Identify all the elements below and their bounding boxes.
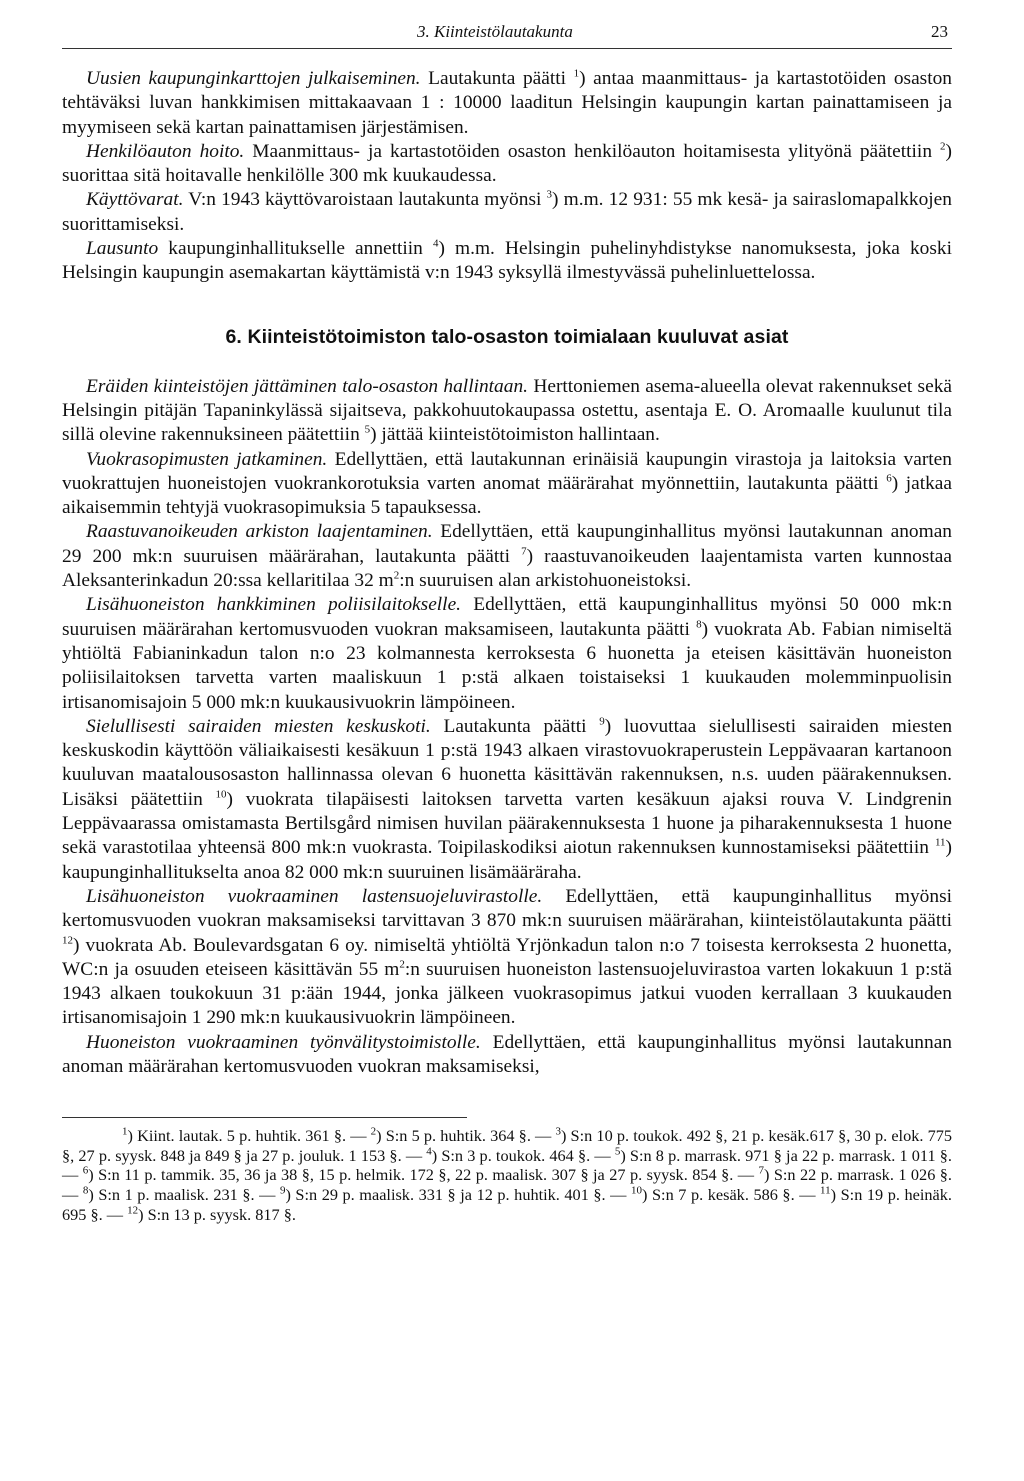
paragraph-body: Herttoniemen asema-alueella olevat rakennukset sekä Helsingin pitäjän Tapaninkylässä sijaitseva, pakkohuutokaupassa ostettu, asentaja E. O. Aromaalle kuulunut tila sillä olevine rakennuksineen päätettiin $^5$) jättää kiinteistötoimiston hallintaan. xyxy=(62,375,953,446)
paragraph-body: Lautakunta päätti $^1$) antaa maanmittaus- ja kartastotöiden osaston tehtäväksi luvan hankkimisen mittakaavaan 1 : 10000 laaditun Helsingin kaupungin kartan painattamiseen ja myymiseen sekä kartan painattamisen järjestämisen. xyxy=(62,67,953,138)
paragraph-body: Edellyttäen, että kaupunginhallitus myönsi lautakunnan anoman 29 200 mk:n suuruisen määrärahan, lautakunta päätti $^7$) raastuvanoikeuden laajentamista varten kunnostaa Aleksanterinkadun 20:ssa kellaritilaa 32 $m^2:n$ suuruisen alan arkistohuoneistoksi. xyxy=(62,521,952,592)
paragraph-body: Edellyttäen, että kaupunginhallitus myönsi 50 000 mk:n suuruisen määrärahan kertomusvuoden vuokran maksamiseen, lautakunta päätti $^8$) vuokrata Ab. Fabian nimiseltä yhtiöltä Fabianinkadun talon n:o 23 kolmannesta kerroksesta 6 huonetta ja eteisen käsittävän huoneiston poliisilaitoksen tarvetta varten maaliskuun 1 p:stä alkaen toistaiseksi 1 kuukauden molemminpuolisin irtisanomisajoin 5 000 mk:n kuukausivuokrin lämpöineen. xyxy=(62,594,952,713)
paragraph-body: Maanmittaus- ja kartastotöiden osaston henkilöauton hoitamisesta ylityönä päätettiin $^2$) suorittaa sitä hoitavalle henkilölle 300 mk kuukaudessa. xyxy=(62,140,952,187)
paragraph xyxy=(62,1031,952,1080)
paragraph xyxy=(62,188,952,237)
paragraph xyxy=(62,448,952,521)
paragraph-heading: Raastuvanoikeuden arkiston laajentaminen. xyxy=(86,521,433,543)
paragraph-body: kaupunginhallitukselle annettiin $^4$) m.m. Helsingin puhelinyhdistykse nanomuksesta, joka koski Helsingin kaupungin asemakartan käyttämistä v:n 1943 syksyllä ilmestyvässä puhelinluettelossa. xyxy=(62,237,953,284)
paragraph xyxy=(62,140,952,189)
paragraph-body: Edellyttäen, että kaupunginhallitus myönsi kertomusvuoden vuokran maksamiseksi tarvittavan 3 870 mk:n suuruisen määrärahan, kiinteistölautakunta päätti $^{12}$) vuokrata Ab. Boulevardsgatan 6 oy. nimiseltä yhtiöltä Yrjönkadun talon n:o 7 toisesta kerroksesta 2 huonetta, WC:n ja osuuden eteiseen käsittävän 55 $m^2:n$ suuruisen huoneiston lastensuojeluvirastoa varten lokakuun 1 p:stä 1943 alkaen toukokuun 31 p:ään 1944, jonka jälkeen vuokrasopimus jatkui vuoden kerrallaan 3 kuukauden irtisanomisajoin 1 290 mk:n kuukausivuokrin lämpöineen. xyxy=(62,885,952,1029)
paragraph-heading: Vuokrasopimusten jatkaminen. xyxy=(86,448,328,470)
paragraph xyxy=(62,67,952,140)
paragraph-heading: Huoneiston vuokraaminen työnvälitystoimistolle. xyxy=(86,1031,481,1053)
paragraph-heading: Eräiden kiinteistöjen jättäminen talo-osaston hallintaan. xyxy=(86,375,528,397)
paragraph-heading: Käyttövarat. xyxy=(86,189,184,211)
paragraph-heading: Lausunto xyxy=(86,238,159,260)
section-title: 6. Kiinteistötoimiston talo-osaston toimialaan kuuluvat asiat xyxy=(225,325,789,348)
paragraph-heading: Henkilöauton hoito. xyxy=(86,140,245,162)
paragraph-heading: Lisähuoneiston vuokraaminen lastensuojeluvirastolle. xyxy=(86,885,543,907)
paragraph-body: Edellyttäen, että lautakunnan erinäisiä kaupungin virastoja ja laitoksia varten vuokrattujen huoneistojen vuokrankorotuksia varten anomat määrärahat myönnettiin, lautakunta päätti $^6$) jatkaa aikaisemmin tehtyjä vuokrasopimuksia 5 tapauksessa. xyxy=(62,448,952,519)
intro-paragraphs xyxy=(62,67,952,286)
section-paragraphs xyxy=(62,375,952,1080)
page-header xyxy=(62,22,952,48)
paragraph-heading: Uusien kaupunginkarttojen julkaiseminen. xyxy=(86,68,421,89)
running-title: 3. Kiinteistölautakunta xyxy=(417,22,573,41)
footnotes: $^1$) Kiint. lautak. 5 p. huhtik. 361 §. — $^2$) S:n 5 p. huhtik. 364 §. — $^3$) S:n 10 p. toukok. 492 §, 21 p. kesäk.617 §, 30 p. elok. 775 §, 27 p. syysk. 848 ja 849 § ja 27 p. jouluk. 1 153 §. — $^4$) S:n 3 p. toukok. 464 §. — $^5$) S:n 8 p. marrask. 971 § ja 22 p. marrask. 1 011 §. — $^6$) S:n 11 p. tammik. 35, 36 ja 38 §, 15 p. helmik. 172 §, 22 p. maalisk. 307 § ja 27 p. syysk. 854 §. — $^7$) S:n 22 p. marrask. 1 026 §. — $^8$) S:n 1 p. maalisk. 231 §. — $^9$) S:n 29 p. maalisk. 331 § ja 12 p. huhtik. 401 §. — $^{10}$) S:n 7 p. kesäk. 586 §. — $^{11}$) S:n 19 p. heinäk. 695 §. — $^{12}$) S:n 13 p. syysk. 817 §. xyxy=(62,1125,952,1224)
paragraph xyxy=(62,593,952,714)
paragraph xyxy=(62,375,952,448)
paragraph xyxy=(62,520,952,593)
paragraph-body: Edellyttäen, että kaupunginhallitus myönsi lautakunnan anoman määrärahan kertomusvuoden vuokran maksamiseksi, xyxy=(62,1031,952,1077)
paragraph-heading: Lisähuoneiston hankkiminen poliisilaitokselle. xyxy=(86,594,462,616)
document-page xyxy=(62,22,952,1224)
paragraph xyxy=(62,237,952,286)
header-rule xyxy=(62,48,952,49)
paragraph xyxy=(62,885,952,1031)
paragraph xyxy=(62,715,952,885)
paragraph-body: V:n 1943 käyttövaroistaan lautakunta myönsi $^3$) m.m. 12 931: 55 mk kesä- ja sairaslomapalkkojen suorittamiseksi. xyxy=(62,189,952,235)
paragraph-heading: Sielullisesti sairaiden miesten keskuskoti. xyxy=(86,715,431,737)
footnote-rule xyxy=(62,1117,467,1118)
page-number: 23 xyxy=(931,22,948,41)
paragraph-body: Lautakunta päätti $^9$) luovuttaa sielullisesti sairaiden miesten keskuskodin käyttöön väliaikaisesti kesäkuun 1 p:stä 1943 alkaen virastovuokraperustein Leppävaaran kartanoon kuuluvan maatalousosaston hallinnassa olevan 6 huonetta käsittävän rakennuksen, n.s. uuden päärakennuksen. Lisäksi päätettiin $^{10}$) vuokrata tilapäisesti laitoksen tarvetta varten kesäkuun ajaksi rouva V. Lindgrenin Leppävaarassa omistamasta Bertilsgård nimisen huvilan päärakennuksesta 1 huone ja piharakennuksesta 1 huone sekä varastotilaa yhteensä 800 mk:n vuokrasta. Toipilaskodiksi aiotun rakennuksen kunnostamiseksi päätettiin $^{11}$) kaupunginhallitukselta anoa 82 000 mk:n suuruinen lisämääräraha. xyxy=(62,715,953,883)
